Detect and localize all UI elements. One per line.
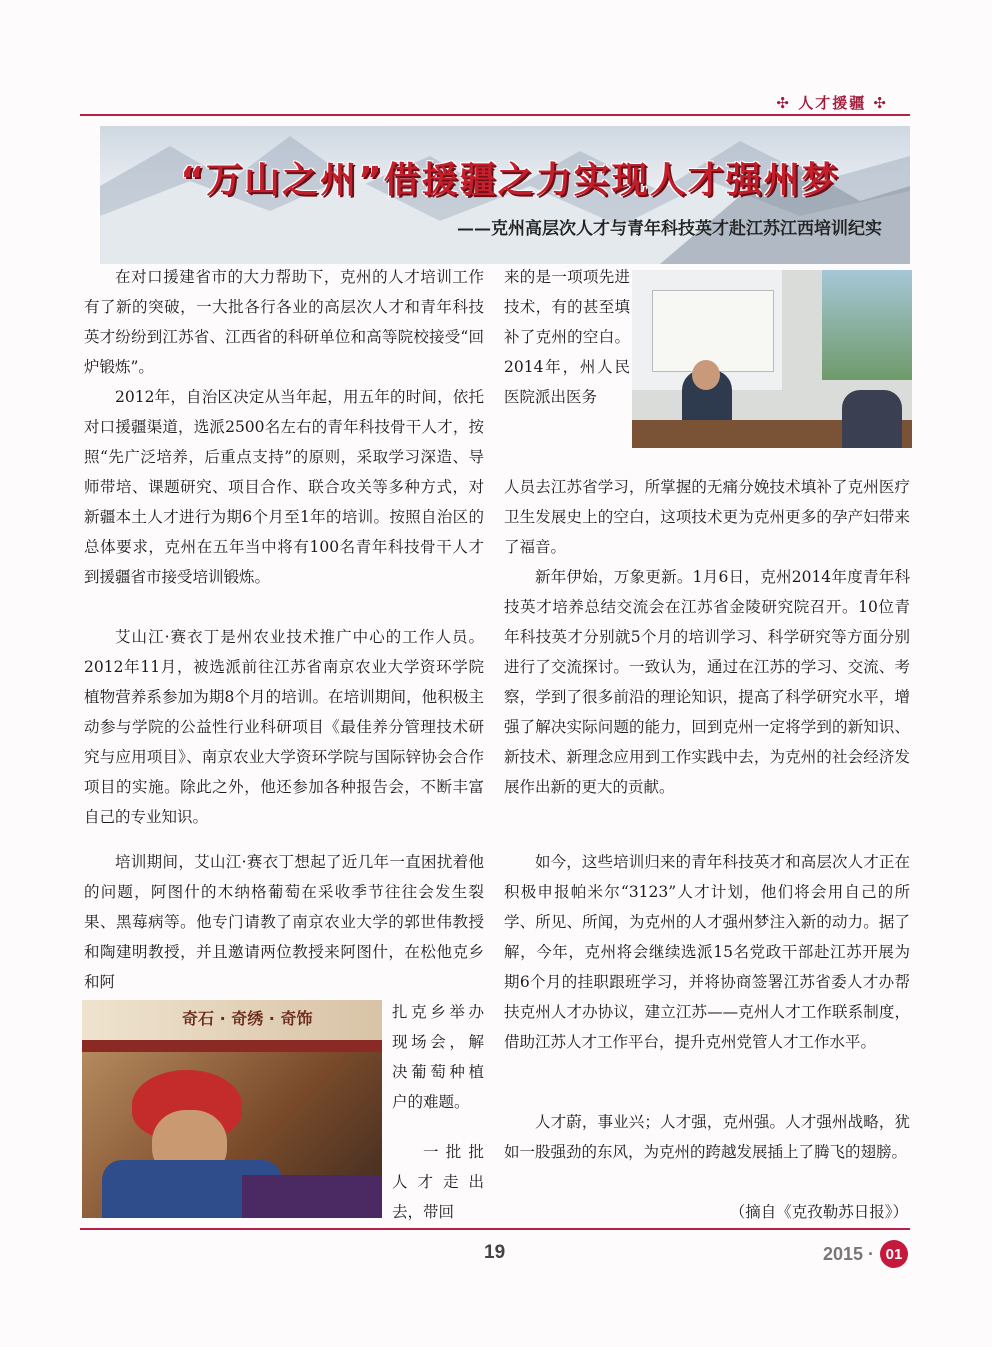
- right-paragraph-3: 如今，这些培训归来的青年科技英才和高层次人才正在积极申报帕米尔“3123”人才计划，他们将会用自己的所学、所见、所闻，为克州的人才强州梦注入新的动力。据了解，今年，克州将会继续选派15名党政干部赴江苏开展为期6个月的挂职跟班学习，并将协商签署江苏省委人才办帮扶克州人才办协议，建立江苏——克州人才工作联系制度，借助江苏人才工作平台，提升克州党管人才工作水平。: [504, 853, 910, 1051]
- source-note: （摘自《克孜勒苏日报》）: [729, 1203, 908, 1221]
- right-paragraph-1-continued: 人员去江苏省学习，所掌握的无痛分娩技术填补了克州医疗卫生发展史上的空白，这项技术更为克州更多的孕产妇带来了福音。: [504, 478, 910, 556]
- article-subtitle: ——克州高层次人才与青年科技英才赴江苏江西培训纪实: [457, 219, 882, 239]
- issue-badge: 01: [880, 1240, 908, 1268]
- embroidery-photo: [82, 1000, 382, 1218]
- bottom-rule: [80, 1228, 910, 1230]
- left-paragraph-4-continued: 扎克乡举办现场会，解决葡萄种植户的难题。: [392, 1003, 484, 1111]
- left-paragraph-2: 2012年，自治区决定从当年起，用五年的时间，依托对口援疆渠道，选派2500名左右的青年科技骨干人才，按照“先广泛培养，后重点支持”的原则，采取学习深造、导师带培、课题研究、项目合作、联合攻关等多种方式，对新疆本土人才进行为期6个月至1年的培训。按照自治区的总体要求，克州在五年当中将有100名青年科技骨干人才到援疆省市接受培训锻炼。: [84, 388, 484, 586]
- right-paragraph-1: 来的是一项项先进技术，有的甚至填补了克州的空白。2014年，州人民医院派出医务: [504, 268, 630, 406]
- article-title: “万山之州”借援疆之力实现人才强州梦: [180, 160, 840, 201]
- meeting-photo: [632, 270, 912, 448]
- left-paragraph-4: 培训期间，艾山江·赛衣丁想起了近几年一直困扰着他的问题，阿图什的木纳格葡萄在采收季节往往会发生裂果、黑莓病等。他专门请教了南京农业大学的郭世伟教授和陶建明教授，并且邀请两位教授来阿图什，在松他克乡和阿: [84, 853, 484, 991]
- issue-label: [823, 1240, 908, 1268]
- photo-caption: 奇石 · 奇绣 · 奇饰: [182, 1009, 313, 1028]
- right-paragraph-2: 新年伊始，万象更新。1月6日，克州2014年度青年科技英才培养总结交流会在江苏省金陵研究院召开。10位青年科技英才分别就5个月的培训学习、科学研究等方面分别进行了交流探讨。一致认为，通过在江苏的学习、交流、考察，学到了很多前沿的理论知识，提高了科学研究水平，增强了解决实际问题的能力，回到克州一定将学到的新知识、新技术、新理念应用到工作实践中去，为克州的社会经济发展作出新的更大的贡献。: [504, 568, 910, 796]
- left-paragraph-3: 艾山江·赛衣丁是州农业技术推广中心的工作人员。2012年11月，被选派前往江苏省南京农业大学资环学院植物营养系参加为期8个月的培训。在培训期间，他积极主动参与学院的公益性行业科研项目《最佳养分管理技术研究与应用项目》、南京农业大学资环学院与国际锌协会合作项目的实施。除此之外，他还参加各种报告会，不断丰富自己的专业知识。: [84, 628, 484, 826]
- left-paragraph-5: 一批批人才走出去，带回: [392, 1143, 484, 1221]
- issue-year: 2015 ·: [822, 1243, 874, 1264]
- left-paragraph-1: 在对口援建省市的大力帮助下，克州的人才培训工作有了新的突破，一大批各行各业的高层次人才和青年科技英才纷纷到江苏省、江西省的科研单位和高等院校接受“回炉锻炼”。: [84, 268, 484, 376]
- section-tag: ✣ 人才援疆 ✣: [776, 94, 888, 112]
- page-number: 19: [484, 1242, 506, 1263]
- top-rule: [80, 114, 910, 116]
- right-paragraph-4: 人才蔚，事业兴；人才强，克州强。人才强州战略，犹如一股强劲的东风，为克州的跨越发展插上了腾飞的翅膀。: [504, 1113, 910, 1161]
